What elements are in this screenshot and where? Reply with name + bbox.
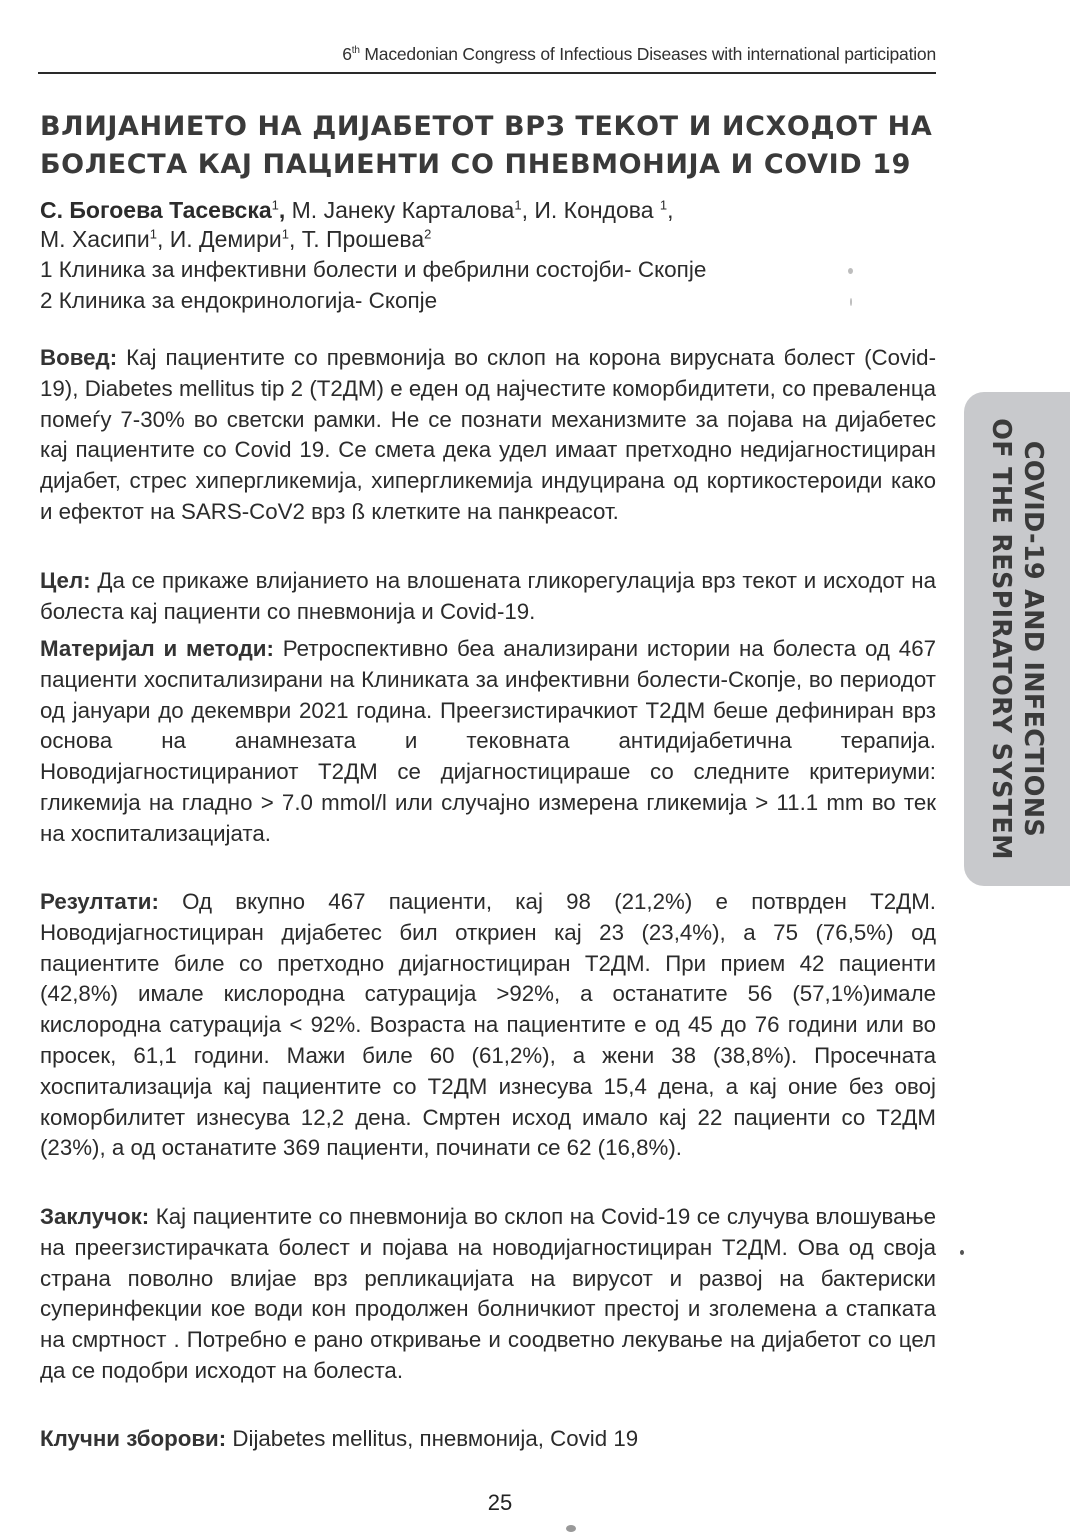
author-affiliation-mark: 2 [424,226,432,242]
author-name: М. Хасипи [40,226,150,252]
section-text: Dijabetes mellitus, пневмонија, Covid 19 [226,1426,639,1451]
side-tab-line-2: OF THE RESPIRATORY SYSTEM [986,418,1016,860]
running-header [40,44,936,65]
section-label: Заклучок: [40,1204,150,1229]
section-introduction [40,343,936,528]
author-name: С. Богоева Тасевска [40,197,272,223]
section-label: Резултати: [40,889,159,914]
header-text: Macedonian Congress of Infectious Diseases with international participation [359,44,936,64]
paper-title [40,108,940,184]
author-list [40,196,920,254]
title-line-2: БОЛЕСТА КАЈ ПАЦИЕНТИ СО ПНЕВМОНИЈА И COVID 19 [40,149,912,180]
section-aim [40,566,936,628]
section-text: Од вкупно 467 пациенти, кај 98 (21,2%) е потврден Т2ДМ. Новодијагностициран дијабетес бил откриен кај 23 (23,4%), а 75 (76,5%) од пациентите биле со претходно дијагностициран Т2ДМ. При прием 42 пациенти (42,8%) имале кислородна сатурација >92%, а останатите 56 (57,1%)имале кислородна сатурација < 92%. Возраста на пациентите е од 45 до 76 години или во просек, 61,1 години. Мажи биле 60 (61,2%), а жени 38 (38,8%). Просечната хоспитализација кај пациентите со Т2ДМ изнесува 15,4 дена, а кај оние без овој коморбилитет изнесува 12,2 дена. Смртен исход имало кај 22 пациенти со Т2ДМ (23%), а од останатите 369 пациенти, починати се 62 (16,8%). [40,889,936,1161]
side-tab-text [964,392,1070,886]
author-name: М. Јанеку Карталова [291,197,515,223]
section-results [40,887,936,1164]
author-affiliation-mark: 1 [281,226,289,242]
section-label: Материјал и методи: [40,636,274,661]
page-number: 25 [487,1490,513,1515]
scan-speck [850,298,852,306]
author-name: И. Кондова [534,197,660,223]
author-affiliation-mark: 1 [271,197,279,213]
section-text: Да се прикаже влијанието на влошената гликорегулација врз текот и исходот на болеста кај пациенти со пневмонија и Covid-19. [40,568,936,624]
section-keywords [40,1424,936,1455]
section-text: Кај пациентите со пневмонија во склоп на Covid-19 се случува влошување на преегзистирачката болест и појава на новодијагностициран Т2ДМ. Ова од своја страна поволно влијае врз репликацијата на вирусот и развој на бактериски суперинфекции кое води кон продолжен болничкиот престој и зголемена а стапката на смртност . Потребно е рано откривање и соодветно лекување на дијабетот со цел да се подобри исходот на болеста. [40,1204,936,1383]
author-name: И. Демири [169,226,282,252]
section-text: Кај пациентите со превмонија во склоп на корона вирусната болест (Covid-19), Diabetes mellitus tip 2 (Т2ДМ) е еден од најчестите коморбидитети, со преваленца помеѓу 7-30% во светски рамки. Не се познати механизмите за појава на дијабетес кај пациентите со Covid 19. Се смета дека удел имаат претходно недијагностициран дијабет, стрес хипергликемија, хипергликемија индуцирана од кортикостероиди како и ефектот на SARS-CoV2 врз ß клетките на панкреасот. [40,345,936,524]
author-block [40,196,920,316]
side-tab-line-1: COVID-19 AND INFECTIONS [1018,440,1048,838]
section-methods [40,634,936,850]
author-separator: , [667,197,674,223]
scan-speck [566,1525,576,1532]
author-separator: , [521,197,535,223]
author-separator: , [288,226,302,252]
author-affiliation-mark: 1 [149,226,157,242]
header-rule [38,72,936,74]
author-affiliation-mark: 1 [514,197,522,213]
affiliation: 2 Клиника за ендокринологија- Скопје [40,288,438,313]
header-ordinal: 6 [342,44,352,64]
section-text: Ретроспективно беа анализирани истории на болеста од 467 пациенти хоспитализирани на Клиниката за инфективни болести-Скопје, во периодот од јануари до декември 2021 година. Преегзистирачкиот Т2ДМ беше дефиниран врз основа на анамнезата и тековната антидијабетична терапија. Новодијагностицираниот Т2ДМ се дијагностицираше со следните критериуми: гликемија на гладно > 7.0 mmol/l или случајно измерена гликемија > 11.1 mm во тек на хоспитализацијата. [40,636,936,846]
header-ordinal-suffix: th [351,45,360,57]
affiliation: 1 Клиника за инфективни болести и фебрилни состојби- Скопје [40,257,707,282]
author-name: Т. Прошева [301,226,425,252]
section-label: Вовед: [40,345,118,370]
title-line-1: ВЛИЈАНИЕТО НА ДИЈАБЕТОТ ВРЗ ТЕКОТ И ИСХОДОТ НА [40,111,933,142]
author-separator: , [278,197,292,223]
scan-speck [960,1250,964,1255]
chapter-side-tab [964,392,1070,886]
section-label: Цел: [40,568,91,593]
author-separator: , [156,226,170,252]
author-affiliation-mark: 1 [659,197,668,213]
scan-speck [848,268,853,274]
section-conclusion [40,1202,936,1387]
section-label: Клучни зборови: [40,1426,227,1451]
